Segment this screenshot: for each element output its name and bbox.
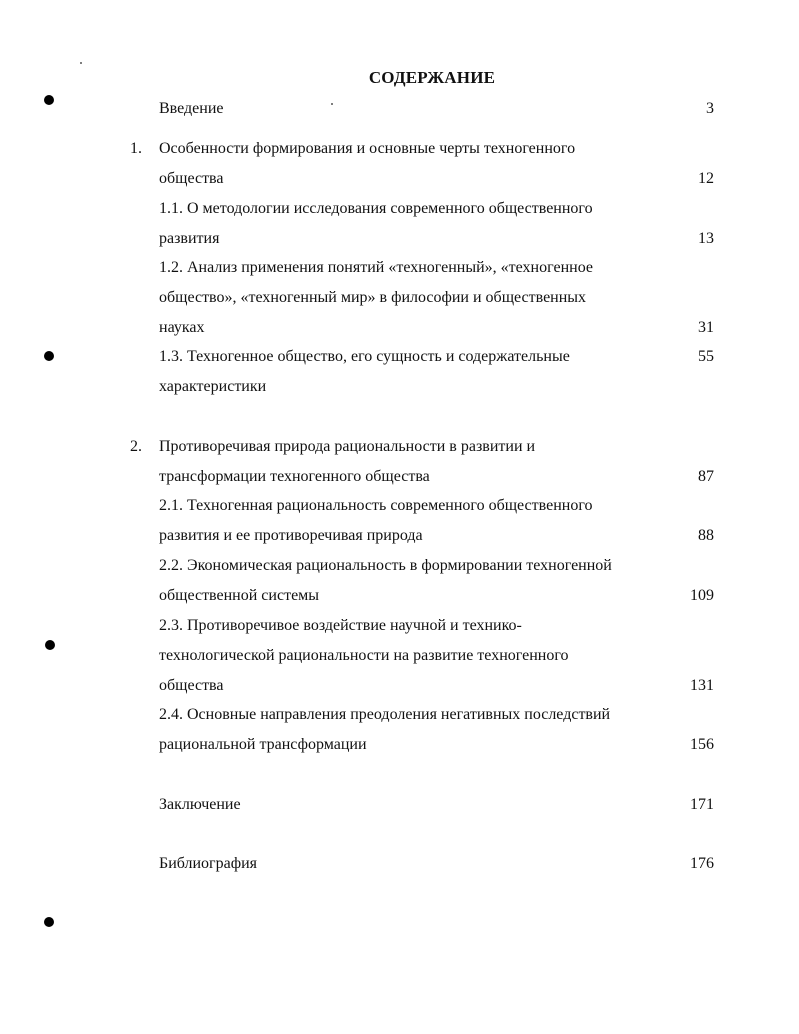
toc-conclusion-page: 171 (690, 796, 714, 813)
toc-ch2-s4-line1: 2.4. Основные направления преодоления негативных последствий (159, 706, 611, 723)
toc-ch1-line2: общества (159, 170, 224, 187)
punch-hole-mark (44, 351, 54, 361)
toc-conclusion-text: Заключение (159, 796, 241, 813)
toc-ch2-line1: Противоречивая природа рациональности в развитии и (159, 438, 536, 455)
toc-ch1-s3-line1: 1.3. Техногенное общество, его сущность и содержательные (159, 348, 570, 365)
toc-ch2-s2-page: 109 (690, 587, 714, 604)
toc-ch1-s1-line1: 1.1. О методологии исследования современного общественного (159, 200, 593, 217)
toc-ch2-line2: трансформации техногенного общества (159, 468, 430, 485)
scan-speck (80, 62, 82, 64)
scan-speck (331, 103, 333, 105)
page-title: СОДЕРЖАНИЕ (368, 68, 496, 87)
toc-bibliography-page: 176 (690, 855, 714, 872)
toc-ch1-s2-page: 31 (698, 319, 714, 336)
punch-hole-mark (44, 95, 54, 105)
toc-ch2-s4-page: 156 (690, 736, 714, 753)
punch-hole-mark (45, 640, 55, 650)
toc-ch1-s2-line2: общество», «техногенный мир» в философии и общественных (159, 289, 587, 306)
toc-intro-text: Введение (159, 100, 224, 117)
toc-ch1-s1-line2: развития (159, 230, 220, 247)
toc-ch2-s2-line1: 2.2. Экономическая рациональность в формировании техногенной (159, 557, 612, 574)
toc-ch2-s4-line2: рациональной трансформации (159, 736, 367, 753)
toc-ch2-s2-line2: общественной системы (159, 587, 320, 604)
toc-ch1-page: 12 (698, 170, 714, 187)
toc-ch2-s3-line1: 2.3. Противоречивое воздействие научной и технико- (159, 617, 522, 634)
toc-ch1-s1-page: 13 (698, 230, 714, 247)
toc-ch2-s3-page: 131 (690, 677, 714, 694)
toc-ch2-s3-line2: технологической рациональности на развитие техногенного (159, 647, 569, 664)
toc-intro-page: 3 (706, 100, 714, 117)
toc-ch2-page: 87 (698, 468, 714, 485)
toc-ch1-number: 1. (130, 140, 142, 157)
toc-ch2-number: 2. (130, 438, 142, 455)
toc-ch2-s1-line1: 2.1. Техногенная рациональность современного общественного (159, 497, 593, 514)
toc-ch1-s3-line2: характеристики (159, 378, 267, 395)
toc-bibliography-text: Библиография (159, 855, 257, 872)
toc-ch1-s3-page: 55 (698, 348, 714, 365)
toc-ch1-s2-line3: науках (159, 319, 205, 336)
toc-ch1-s2-line1: 1.2. Анализ применения понятий «техногенный», «техногенное (159, 259, 593, 276)
toc-ch2-s1-line2: развития и ее противоречивая природа (159, 527, 423, 544)
punch-hole-mark (44, 917, 54, 927)
toc-ch2-s1-page: 88 (698, 527, 714, 544)
toc-ch2-s3-line3: общества (159, 677, 224, 694)
toc-ch1-line1: Особенности формирования и основные черты техногенного (159, 140, 576, 157)
